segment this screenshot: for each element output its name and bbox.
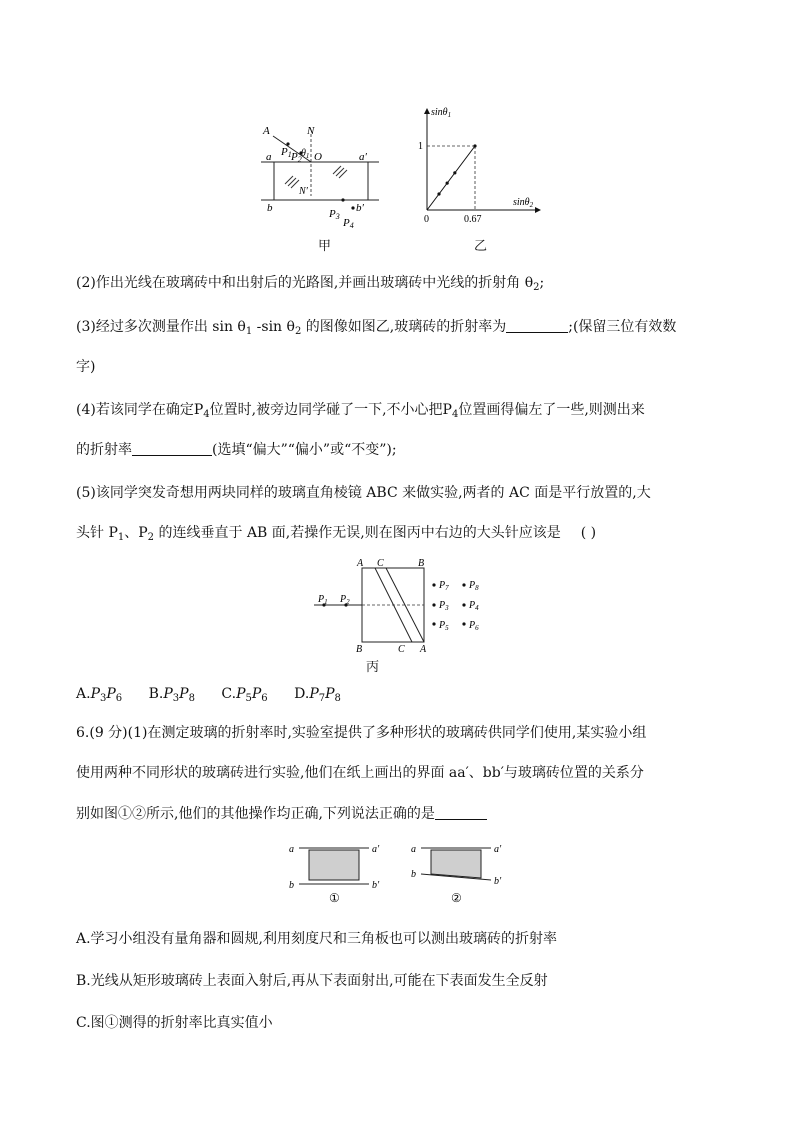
caption-yi: 乙 (474, 239, 488, 254)
svg-text:B: B (356, 644, 363, 655)
q6-option-b[interactable]: B.光线从矩形玻璃砖上表面入射后,再从下表面射出,可能在下表面发生全反射 (76, 973, 548, 989)
question-6-line2: 使用两种不同形状的玻璃砖进行实验,他们在纸上画出的界面 aa′、bb′与玻璃砖位置的关系分 (76, 765, 644, 781)
caption-bing: 丙 (366, 660, 380, 675)
answer-blank-4[interactable] (132, 441, 212, 456)
svg-text:a: a (266, 151, 272, 163)
q6-option-a[interactable]: A.学习小组没有量角器和圆规,利用刻度尺和三角板也可以测出玻璃砖的折射率 (76, 931, 558, 947)
x-axis-label: sinθ$_2$ (513, 197, 534, 209)
svg-text:P6: $P_6$ (469, 620, 479, 632)
svg-text:b: b (267, 202, 273, 214)
svg-text:b: b (411, 869, 416, 880)
question-5-line1: (5)该同学突发奇想用两块同样的玻璃直角棱镜 ABC 来做实验,两者的 AC 面是平行放置的,大 (76, 485, 651, 501)
data-point (453, 171, 456, 174)
figure-1-2 (285, 838, 515, 908)
question-6-line3: 别如图①②所示,他们的其他操作均正确,下列说法正确的是 (76, 804, 487, 824)
q6-option-c[interactable]: C.图①测得的折射率比真实值小 (76, 1015, 273, 1031)
q5-option-a[interactable]: $A.P_3P_6$ (76, 686, 123, 704)
svg-text:P8: $P_8$ (469, 580, 479, 592)
data-line (427, 146, 475, 210)
figure-bing (312, 555, 502, 655)
svg-text:a: a (289, 844, 294, 855)
caption-fig2: ② (451, 891, 462, 905)
figure-jia (255, 122, 385, 232)
question-3-line1: (3)经过多次测量作出 $\sin \theta_1$ -sin $\theta_2$ 的图像如图乙,玻璃砖的折射率为 ;(保留三位有效数 (76, 319, 677, 337)
svg-text:P5: $P_5$ (439, 620, 449, 632)
data-point (437, 192, 440, 195)
figure-yi-chart (415, 105, 545, 230)
pin-p4 (351, 206, 354, 209)
glass-block-1 (309, 850, 359, 880)
svg-text:b′: b′ (356, 202, 364, 214)
svg-text:a′: a′ (494, 844, 502, 855)
origin-label: 0 (424, 214, 429, 225)
svg-text:b′: b′ (494, 876, 502, 887)
svg-text:A: A (357, 558, 364, 569)
caption-jia: 甲 (318, 239, 332, 254)
svg-text:P3: P3 (329, 208, 340, 221)
y-tick-label: 1 (418, 141, 423, 152)
svg-text:P1: P1 (281, 146, 292, 159)
svg-text:N′: N′ (299, 186, 308, 197)
svg-text:a′: a′ (359, 151, 367, 163)
q5-option-b[interactable]: $B.P_3P_8$ (148, 686, 195, 704)
label-N: N (307, 125, 315, 137)
q5-option-d[interactable]: $D.P_7P_8$ (294, 686, 341, 704)
q5-option-c[interactable]: $C.P_5P_6$ (221, 686, 268, 704)
svg-text:b: b (289, 880, 294, 891)
pin-p3 (341, 198, 344, 201)
q5-options (76, 684, 341, 709)
svg-text:C: C (377, 558, 384, 569)
svg-text:P1: $P_1$ (318, 594, 328, 606)
answer-blank-6[interactable] (435, 805, 487, 820)
svg-text:a: a (411, 844, 416, 855)
answer-blank-3[interactable] (506, 318, 568, 333)
x-tick-label: 0.67 (464, 214, 482, 225)
svg-text:P4: $P_4$ (469, 600, 479, 612)
question-5-line2: 头针 $P_1$、$P_2$ 的连线垂直于 AB 面,若操作无误,则在图丙中右边的大头针应该是 ( ) (76, 525, 597, 543)
svg-text:b′: b′ (372, 880, 380, 891)
svg-text:P7: $P_7$ (439, 580, 449, 592)
svg-text:A: A (420, 644, 427, 655)
svg-text:P4: P4 (343, 217, 354, 230)
svg-text:C: C (398, 644, 405, 655)
svg-text:θ1: $\theta_1$ (301, 148, 310, 160)
caption-fig1: ① (329, 891, 340, 905)
y-axis-label: sinθ$_1$ (431, 107, 452, 119)
question-4-line2: 的折射率 (选填“偏大”“偏小”或“不变”); (76, 442, 397, 458)
question-2: (2)作出光线在玻璃砖中和出射后的光路图,并画出玻璃砖中光线的折射角 $\theta_2$; (76, 275, 545, 293)
label-O: O (314, 151, 322, 163)
label-A: A (263, 125, 270, 137)
svg-text:P3: $P_3$ (439, 600, 449, 612)
svg-text:a′: a′ (372, 844, 380, 855)
svg-text:P2: P2 (291, 151, 302, 164)
answer-paren-5[interactable]: ( ) (580, 525, 597, 541)
data-point (446, 182, 449, 185)
data-point (473, 144, 476, 147)
svg-text:B: B (418, 558, 425, 569)
glass-block-2 (431, 850, 481, 878)
question-3-line2: 字) (76, 359, 96, 375)
svg-text:P2: $P_2$ (340, 594, 350, 606)
question-6-line1: 6.(9 分)(1)在测定玻璃的折射率时,实验室提供了多种形状的玻璃砖供同学们使用,某实验小组 (76, 725, 647, 741)
question-4-line1: (4)若该同学在确定$P_4$位置时,被旁边同学碰了一下,不小心把$P_4$位置画得偏左了一些,则测出来 (76, 402, 645, 420)
